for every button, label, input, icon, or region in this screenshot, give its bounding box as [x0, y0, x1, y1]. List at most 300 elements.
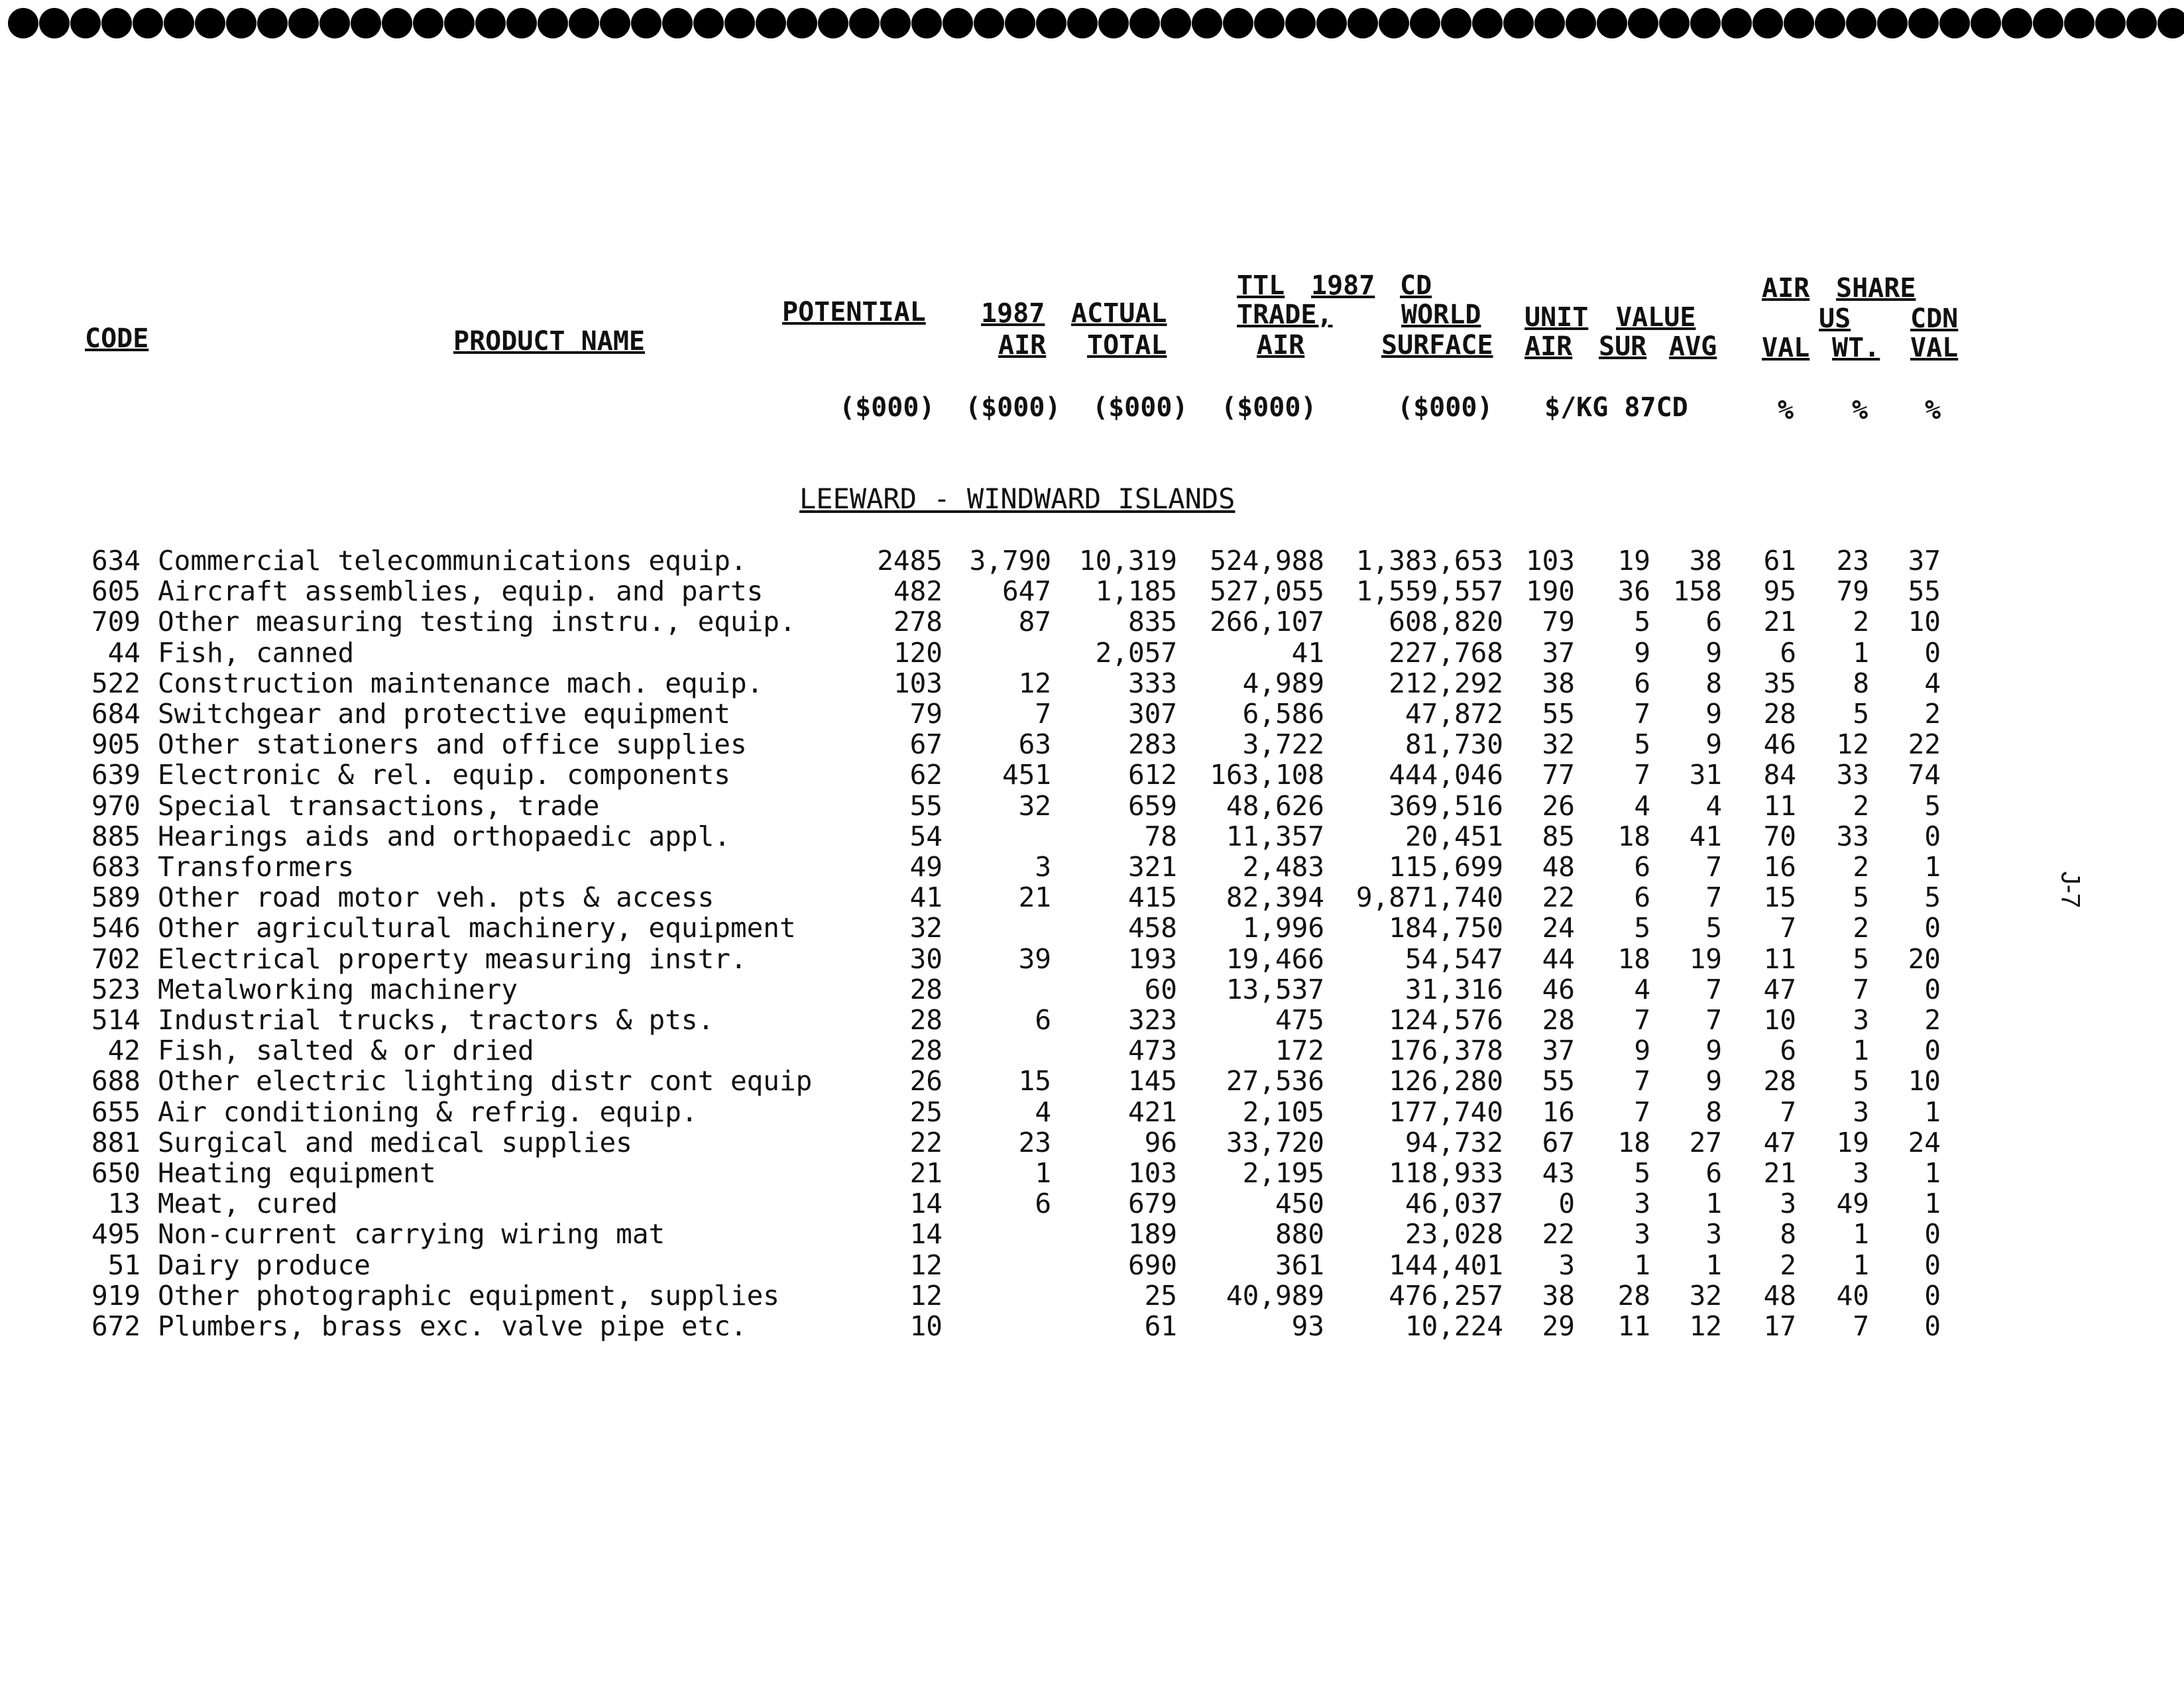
perforation-hole — [818, 8, 848, 38]
potential-cell: 79 — [909, 698, 943, 730]
air-share-val-cell: 2 — [1780, 1249, 1796, 1281]
air-share-val-cell: 84 — [1763, 759, 1796, 791]
air-share-val-cell: 28 — [1763, 698, 1796, 730]
product-name-cell: Electrical property measuring instr. — [158, 942, 747, 975]
cdn-val-cell: 1 — [1924, 851, 1941, 883]
us-wt-cell: 2 — [1853, 606, 1869, 638]
actual-total-cell: 2,057 — [1095, 636, 1177, 669]
product-name-cell: Other stationers and office supplies — [158, 728, 747, 761]
unit-avg-cell: 7 — [1705, 973, 1722, 1005]
product-name-cell: Other road motor veh. pts & access — [158, 881, 715, 914]
cdn-val-cell: 2 — [1924, 1004, 1941, 1036]
units-wt: % — [1852, 395, 1868, 425]
actual-total-cell: 679 — [1127, 1188, 1177, 1220]
world-surface-cell: 176,378 — [1389, 1035, 1503, 1067]
cdn-val-cell: 10 — [1908, 606, 1941, 638]
actual-total-cell: 283 — [1127, 728, 1177, 761]
actual-total-cell: 307 — [1127, 698, 1177, 730]
code-cell: 683 — [91, 851, 141, 883]
unit-avg-cell: 1 — [1705, 1188, 1722, 1220]
unit-air-cell: 48 — [1542, 851, 1575, 883]
actual-total-cell: 103 — [1127, 1157, 1177, 1189]
us-wt-cell: 7 — [1853, 1310, 1869, 1342]
units-potential: ($000) — [839, 392, 935, 423]
perforation-hole — [413, 8, 443, 38]
ttl-trade-air-cell: 2,483 — [1242, 851, 1324, 883]
header-world: WORLD — [1401, 300, 1481, 330]
world-surface-cell: 94,732 — [1405, 1126, 1503, 1158]
air-1987-cell: 6 — [1035, 1188, 1051, 1220]
unit-air-cell: 44 — [1542, 942, 1575, 975]
cdn-val-cell: 74 — [1908, 759, 1941, 791]
air-share-val-cell: 7 — [1780, 912, 1796, 944]
unit-sur-cell: 18 — [1617, 820, 1650, 852]
unit-avg-cell: 38 — [1689, 545, 1722, 577]
us-wt-cell: 1 — [1853, 1218, 1869, 1251]
unit-avg-cell: 3 — [1705, 1218, 1722, 1251]
unit-sur-cell: 18 — [1617, 942, 1650, 975]
perforation-hole — [1939, 8, 1970, 38]
perforation-hole — [1129, 8, 1160, 38]
us-wt-cell: 2 — [1853, 789, 1869, 822]
air-share-val-cell: 61 — [1763, 545, 1796, 577]
potential-cell: 32 — [909, 912, 943, 944]
header-total: TOTAL — [1087, 330, 1167, 361]
cdn-val-cell: 1 — [1924, 1095, 1941, 1128]
unit-sur-cell: 5 — [1634, 912, 1650, 944]
perforation-hole — [1348, 8, 1378, 38]
cdn-val-cell: 0 — [1924, 912, 1941, 944]
unit-air-cell: 16 — [1542, 1095, 1575, 1128]
air-share-val-cell: 11 — [1763, 942, 1796, 975]
perforation-hole — [1161, 8, 1191, 38]
air-share-val-cell: 3 — [1780, 1188, 1796, 1220]
code-cell: 655 — [91, 1095, 141, 1128]
perforation-hole — [569, 8, 599, 38]
perforation-hole — [2157, 8, 2184, 38]
ttl-trade-air-cell: 524,988 — [1210, 545, 1324, 577]
us-wt-cell: 79 — [1836, 575, 1869, 608]
perforation-hole — [133, 8, 163, 38]
unit-air-cell: 38 — [1542, 1279, 1575, 1312]
perforation-hole — [1223, 8, 1253, 38]
unit-sur-cell: 36 — [1617, 575, 1650, 608]
us-wt-cell: 5 — [1853, 942, 1869, 975]
perforation-hole — [1815, 8, 1845, 38]
potential-cell: 26 — [909, 1065, 943, 1097]
perforation-hole — [444, 8, 475, 38]
cdn-val-cell: 55 — [1908, 575, 1941, 608]
air-1987-cell: 15 — [1018, 1065, 1051, 1097]
actual-total-cell: 96 — [1144, 1126, 1177, 1158]
unit-sur-cell: 18 — [1617, 1126, 1650, 1158]
perforation-hole — [787, 8, 817, 38]
code-cell: 650 — [91, 1157, 141, 1189]
unit-avg-cell: 9 — [1705, 728, 1722, 761]
world-surface-cell: 476,257 — [1389, 1279, 1503, 1312]
product-name-cell: Commercial telecommunications equip. — [158, 545, 747, 577]
product-name-cell: Industrial trucks, tractors & pts. — [158, 1004, 715, 1036]
perforation-hole — [849, 8, 880, 38]
perforation-hole — [693, 8, 724, 38]
cdn-val-cell: 37 — [1908, 545, 1941, 577]
air-share-val-cell: 95 — [1763, 575, 1796, 608]
product-name-cell: Switchgear and protective equipment — [158, 698, 730, 730]
perforation-hole — [1410, 8, 1440, 38]
unit-avg-cell: 1 — [1705, 1249, 1722, 1281]
unit-avg-cell: 8 — [1705, 667, 1722, 699]
potential-cell: 49 — [909, 851, 943, 883]
air-share-val-cell: 46 — [1763, 728, 1796, 761]
us-wt-cell: 2 — [1853, 851, 1869, 883]
unit-sur-cell: 6 — [1634, 667, 1650, 699]
potential-cell: 55 — [909, 789, 943, 822]
unit-avg-cell: 9 — [1705, 636, 1722, 669]
perforation-hole — [1659, 8, 1690, 38]
air-1987-cell: 6 — [1035, 1004, 1051, 1036]
perforation-hole — [1379, 8, 1409, 38]
unit-avg-cell: 8 — [1705, 1095, 1722, 1128]
cdn-val-cell: 22 — [1908, 728, 1941, 761]
air-share-val-cell: 70 — [1763, 820, 1796, 852]
header-actual: ACTUAL — [1071, 298, 1167, 329]
units-val: % — [1778, 395, 1794, 425]
cdn-val-cell: 2 — [1924, 698, 1941, 730]
perforation-hole — [382, 8, 412, 38]
potential-cell: 482 — [893, 575, 943, 608]
unit-sur-cell: 3 — [1634, 1218, 1650, 1251]
potential-cell: 28 — [909, 1035, 943, 1067]
world-surface-cell: 608,820 — [1389, 606, 1503, 638]
actual-total-cell: 835 — [1127, 606, 1177, 638]
ttl-trade-air-cell: 527,055 — [1210, 575, 1324, 608]
actual-total-cell: 61 — [1144, 1310, 1177, 1342]
air-1987-cell: 3,790 — [969, 545, 1051, 577]
unit-air-cell: 190 — [1525, 575, 1575, 608]
product-name-cell: Fish, canned — [158, 636, 355, 669]
us-wt-cell: 19 — [1836, 1126, 1869, 1158]
perforation-hole — [631, 8, 661, 38]
perforation-hole — [1098, 8, 1129, 38]
perforation-hole — [1597, 8, 1627, 38]
potential-cell: 2485 — [877, 545, 943, 577]
world-surface-cell: 369,516 — [1389, 789, 1503, 822]
unit-air-cell: 77 — [1542, 759, 1575, 791]
air-1987-cell: 23 — [1018, 1126, 1051, 1158]
unit-air-cell: 0 — [1558, 1188, 1575, 1220]
world-surface-cell: 184,750 — [1389, 912, 1503, 944]
perforation-hole — [911, 8, 942, 38]
air-share-val-cell: 6 — [1780, 636, 1796, 669]
us-wt-cell: 7 — [1853, 973, 1869, 1005]
air-share-val-cell: 47 — [1763, 1126, 1796, 1158]
product-name-cell: Other measuring testing instru., equip. — [158, 606, 796, 638]
actual-total-cell: 421 — [1127, 1095, 1177, 1128]
actual-total-cell: 415 — [1127, 881, 1177, 914]
actual-total-cell: 78 — [1144, 820, 1177, 852]
perforation-hole — [2002, 8, 2032, 38]
cdn-val-cell: 0 — [1924, 820, 1941, 852]
perforation-hole — [1721, 8, 1752, 38]
unit-sur-cell: 5 — [1634, 606, 1650, 638]
product-name-cell: Other photographic equipment, supplies — [158, 1279, 779, 1312]
world-surface-cell: 47,872 — [1405, 698, 1503, 730]
perforation-hole — [2095, 8, 2126, 38]
code-cell: 605 — [91, 575, 141, 608]
us-wt-cell: 1 — [1853, 636, 1869, 669]
ttl-trade-air-cell: 3,722 — [1242, 728, 1324, 761]
actual-total-cell: 323 — [1127, 1004, 1177, 1036]
potential-cell: 25 — [909, 1095, 943, 1128]
perforation-hole — [1005, 8, 1035, 38]
perforation-hole — [1316, 8, 1347, 38]
perforation-hole — [1753, 8, 1783, 38]
actual-total-cell: 612 — [1127, 759, 1177, 791]
potential-cell: 12 — [909, 1249, 943, 1281]
perforation-hole — [257, 8, 288, 38]
code-cell: 919 — [91, 1279, 141, 1312]
world-surface-cell: 444,046 — [1389, 759, 1503, 791]
unit-avg-cell: 12 — [1689, 1310, 1722, 1342]
code-cell: 13 — [107, 1188, 141, 1220]
units-cdn: % — [1925, 395, 1941, 425]
product-name-cell: Fish, salted & or dried — [158, 1035, 534, 1067]
perforation-hole — [351, 8, 381, 38]
unit-sur-cell: 6 — [1634, 851, 1650, 883]
perforation-hole — [1846, 8, 1876, 38]
air-share-val-cell: 10 — [1763, 1004, 1796, 1036]
us-wt-cell: 5 — [1853, 1065, 1869, 1097]
actual-total-cell: 690 — [1127, 1249, 1177, 1281]
world-surface-cell: 227,768 — [1389, 636, 1503, 669]
world-surface-cell: 46,037 — [1405, 1188, 1503, 1220]
code-cell: 905 — [91, 728, 141, 761]
cdn-val-cell: 10 — [1908, 1065, 1941, 1097]
unit-air-cell: 85 — [1542, 820, 1575, 852]
cdn-val-cell: 24 — [1908, 1126, 1941, 1158]
code-cell: 634 — [91, 545, 141, 577]
air-1987-cell: 63 — [1018, 728, 1051, 761]
header-us: US — [1819, 304, 1851, 334]
us-wt-cell: 33 — [1836, 759, 1869, 791]
unit-air-cell: 46 — [1542, 973, 1575, 1005]
actual-total-cell: 189 — [1127, 1218, 1177, 1251]
air-share-val-cell: 15 — [1763, 881, 1796, 914]
world-surface-cell: 10,224 — [1405, 1310, 1503, 1342]
unit-air-cell: 26 — [1542, 789, 1575, 822]
units-1987-air: ($000) — [965, 392, 1061, 423]
air-share-val-cell: 35 — [1763, 667, 1796, 699]
ttl-trade-air-cell: 93 — [1291, 1310, 1324, 1342]
header-surface: SURFACE — [1381, 330, 1493, 361]
code-cell: 51 — [107, 1249, 141, 1281]
product-name-cell: Construction maintenance mach. equip. — [158, 667, 764, 699]
header-wt: WT. — [1832, 333, 1880, 363]
potential-cell: 21 — [909, 1157, 943, 1189]
perforation-hole — [319, 8, 350, 38]
perforation-hole — [1503, 8, 1534, 38]
actual-total-cell: 193 — [1127, 942, 1177, 975]
code-cell: 885 — [91, 820, 141, 852]
perforation-hole — [974, 8, 1004, 38]
code-cell: 672 — [91, 1310, 141, 1342]
perforation-hole — [1534, 8, 1565, 38]
product-name-cell: Non-current carrying wiring mat — [158, 1218, 665, 1251]
header-val: VAL — [1762, 333, 1810, 363]
air-share-val-cell: 11 — [1763, 789, 1796, 822]
unit-avg-cell: 19 — [1689, 942, 1722, 975]
air-1987-cell: 32 — [1018, 789, 1051, 822]
air-share-val-cell: 28 — [1763, 1065, 1796, 1097]
cdn-val-cell: 0 — [1924, 1310, 1941, 1342]
ttl-trade-air-cell: 475 — [1275, 1004, 1324, 1036]
perforation-hole — [70, 8, 101, 38]
unit-air-cell: 3 — [1558, 1249, 1575, 1281]
unit-avg-cell: 7 — [1705, 1004, 1722, 1036]
product-name-cell: Electronic & rel. equip. components — [158, 759, 730, 791]
cdn-val-cell: 4 — [1924, 667, 1941, 699]
header-unit-air: AIR — [1524, 331, 1573, 362]
header-share: SHARE — [1836, 273, 1916, 304]
code-cell: 684 — [91, 698, 141, 730]
ttl-trade-air-cell: 27,536 — [1226, 1065, 1324, 1097]
us-wt-cell: 3 — [1853, 1004, 1869, 1036]
ttl-trade-air-cell: 13,537 — [1226, 973, 1324, 1005]
perforation-hole — [1254, 8, 1285, 38]
us-wt-cell: 5 — [1853, 881, 1869, 914]
perforation-hole — [2126, 8, 2157, 38]
world-surface-cell: 20,451 — [1405, 820, 1503, 852]
unit-avg-cell: 158 — [1672, 575, 1722, 608]
ttl-trade-air-cell: 33,720 — [1226, 1126, 1324, 1158]
product-name-cell: Other agricultural machinery, equipment — [158, 912, 796, 944]
page-number: J-7 — [2055, 871, 2085, 909]
header-1987-air: AIR — [998, 330, 1047, 361]
us-wt-cell: 8 — [1853, 667, 1869, 699]
code-cell: 709 — [91, 606, 141, 638]
unit-avg-cell: 4 — [1705, 789, 1722, 822]
unit-sur-cell: 9 — [1634, 636, 1650, 669]
header-1987-air-year: 1987 — [981, 298, 1045, 329]
world-surface-cell: 118,933 — [1389, 1157, 1503, 1189]
perforation-hole — [756, 8, 786, 38]
perforation-hole — [475, 8, 506, 38]
air-1987-cell: 7 — [1035, 698, 1051, 730]
perforation-hole — [288, 8, 319, 38]
air-share-val-cell: 17 — [1763, 1310, 1796, 1342]
unit-air-cell: 22 — [1542, 1218, 1575, 1251]
potential-cell: 12 — [909, 1279, 943, 1312]
air-share-val-cell: 47 — [1763, 973, 1796, 1005]
perforation-hole — [1690, 8, 1721, 38]
unit-air-cell: 22 — [1542, 881, 1575, 914]
product-name-cell: Heating equipment — [158, 1157, 436, 1189]
header-trade-air: AIR — [1257, 330, 1305, 361]
air-share-val-cell: 48 — [1763, 1279, 1796, 1312]
code-cell: 523 — [91, 973, 141, 1005]
ttl-trade-air-cell: 163,108 — [1210, 759, 1324, 791]
actual-total-cell: 1,185 — [1095, 575, 1177, 608]
unit-sur-cell: 7 — [1634, 759, 1650, 791]
unit-avg-cell: 6 — [1705, 1157, 1722, 1189]
code-cell: 546 — [91, 912, 141, 944]
unit-avg-cell: 7 — [1705, 881, 1722, 914]
unit-sur-cell: 5 — [1634, 1157, 1650, 1189]
unit-sur-cell: 7 — [1634, 1004, 1650, 1036]
ttl-trade-air-cell: 450 — [1275, 1188, 1324, 1220]
ttl-trade-air-cell: 40,989 — [1226, 1279, 1324, 1312]
world-surface-cell: 212,292 — [1389, 667, 1503, 699]
header-unit: UNIT — [1524, 302, 1589, 333]
unit-sur-cell: 4 — [1634, 973, 1650, 1005]
product-name-cell: Special transactions, trade — [158, 789, 600, 822]
unit-sur-cell: 9 — [1634, 1035, 1650, 1067]
header-unit-avg: AVG — [1669, 331, 1717, 362]
air-1987-cell: 4 — [1035, 1095, 1051, 1128]
perforation-hole — [8, 8, 38, 38]
unit-avg-cell: 7 — [1705, 851, 1722, 883]
code-cell: 688 — [91, 1065, 141, 1097]
header-cd: CD — [1400, 270, 1432, 301]
product-name-cell: Hearings aids and orthopaedic appl. — [158, 820, 730, 852]
world-surface-cell: 144,401 — [1389, 1249, 1503, 1281]
product-name-cell: Plumbers, brass exc. valve pipe etc. — [158, 1310, 747, 1342]
perforation-hole — [600, 8, 630, 38]
header-cdn-val: VAL — [1910, 333, 1959, 363]
perforation-hole — [506, 8, 537, 38]
us-wt-cell: 1 — [1853, 1035, 1869, 1067]
us-wt-cell: 3 — [1853, 1157, 1869, 1189]
air-share-val-cell: 21 — [1763, 1157, 1796, 1189]
code-cell: 495 — [91, 1218, 141, 1251]
perforation-hole — [1784, 8, 1814, 38]
unit-avg-cell: 6 — [1705, 606, 1722, 638]
code-cell: 702 — [91, 942, 141, 975]
us-wt-cell: 23 — [1836, 545, 1869, 577]
us-wt-cell: 40 — [1836, 1279, 1869, 1312]
perforation-hole — [1908, 8, 1939, 38]
potential-cell: 14 — [909, 1218, 943, 1251]
potential-cell: 120 — [893, 636, 943, 669]
cdn-val-cell: 5 — [1924, 789, 1941, 822]
potential-cell: 28 — [909, 973, 943, 1005]
us-wt-cell: 12 — [1836, 728, 1869, 761]
code-cell: 970 — [91, 789, 141, 822]
code-cell: 522 — [91, 667, 141, 699]
unit-air-cell: 38 — [1542, 667, 1575, 699]
product-name-cell: Meat, cured — [158, 1188, 338, 1220]
units-world: ($000) — [1397, 392, 1493, 423]
us-wt-cell: 1 — [1853, 1249, 1869, 1281]
air-1987-cell: 39 — [1018, 942, 1051, 975]
cdn-val-cell: 0 — [1924, 973, 1941, 1005]
unit-air-cell: 55 — [1542, 1065, 1575, 1097]
product-name-cell: Air conditioning & refrig. equip. — [158, 1095, 698, 1128]
potential-cell: 30 — [909, 942, 943, 975]
unit-sur-cell: 19 — [1617, 545, 1650, 577]
air-share-val-cell: 8 — [1780, 1218, 1796, 1251]
header-potential: POTENTIAL — [782, 297, 926, 327]
air-1987-cell: 1 — [1035, 1157, 1051, 1189]
us-wt-cell: 3 — [1853, 1095, 1869, 1128]
code-cell: 589 — [91, 881, 141, 914]
perforation-hole — [101, 8, 132, 38]
unit-sur-cell: 7 — [1634, 1065, 1650, 1097]
actual-total-cell: 458 — [1127, 912, 1177, 944]
potential-cell: 67 — [909, 728, 943, 761]
unit-sur-cell: 7 — [1634, 1095, 1650, 1128]
unit-sur-cell: 3 — [1634, 1188, 1650, 1220]
